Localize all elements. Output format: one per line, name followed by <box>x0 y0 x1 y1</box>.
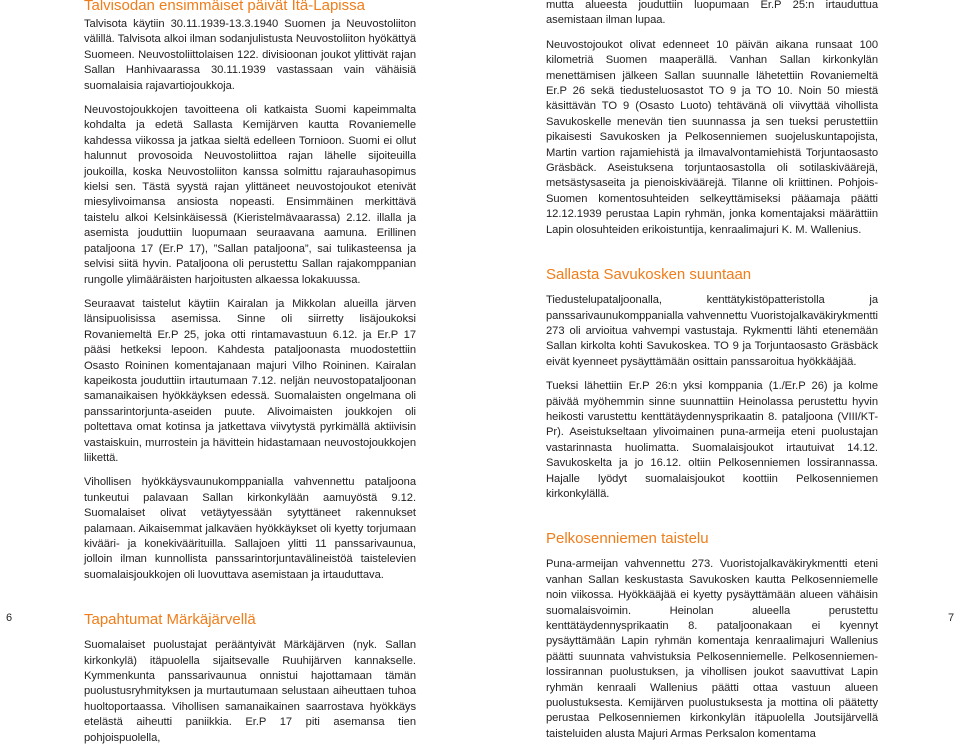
body-paragraph: Suomalaiset puolustajat perääntyivät Märkäjärven (nyk. Sallan kirkonkylä) itäpuolella sijaitsevalle Ruuhijärven kannakselle. Kymmenkunta panssarivaunua onnistui hajottamaan tämän puolustusryhmityksen ja murtautumaan selustaan aiheuttaen tuhoa huoltoportaassa. Vihollisen samanaikainen saarrostava hyökkäys etelästä aiheutti paniikkia. Er.P 17 piti asemansa tien pohjoispuolella, <box>84 639 416 744</box>
body-paragraph: Tueksi lähettiin Er.P 26:n yksi komppania (1./Er.P 26) ja kolme päivää myöhemmin sinne suunnattiin Heinolassa perustettu hyvin heikosti varustettu kenttätäydennysprikaatin 8. pataljoona (VIII/KT-Pr). Aseistukseltaan ylivoimainen puna-armeija eteni puolustajan vastarinnasta huolimatta. Suomalaisjoukot irtautuivat 14.12. Savukoskelta ja jo 16.12. oltiin Pelkosenniemen lossirannassa. Hajalle lyödyt suomalaisjoukot koottiin Pelkosenniemen kirkonkylällä. <box>546 380 878 500</box>
heading-winter-war-first-days: Talvisodan ensimmäiset päivät Itä-Lapissa <box>84 0 365 14</box>
right-page-column <box>546 0 878 742</box>
intro-paragraph: Talvisota käytiin 30.11.1939-13.3.1940 Suomen ja Neuvostoliiton välillä. Talvisota alkoi ilman sodanjulistusta Neuvostoliiton hyökättyä Suomeen. Neuvostoliittolaisen 122. divisioonan joukot ylittivät rajan Sallan Hanhivaarassa 30.11.1939 vastassaan vain vähäisiä suomalaisia rajavartiojoukkoja. <box>84 18 416 92</box>
body-paragraph: Vihollisen hyökkäysvaunukomppanialla vahvennettu pataljoona tunkeutui palavaan Sallan kirkonkylään aamuyöstä 9.12. Suomalaiset olivat vetäytyessään sytyttäneet rakennukset palamaan. Aikaisemmat jalkaväen hyökkäykset oli kyetty torjumaan kivääri- ja konekiväärituilla. Sallajoen ylitti 11 panssarivaunua, jolloin ilman kunnollista panssarintorjuntavälineistöä taistelevien suomalaisjoukkojen oli luovuttava asemistaan ja irtauduttava. <box>84 476 416 581</box>
body-paragraph: Neuvostojoukot olivat edenneet 10 päivän aikana runsaat 100 kilometriä Suomen maaperällä. Vanhan Sallan kirkonkylän menettämisen jälkeen Sallan suunnalle lähetettiin Rovaniemeltä Er.P 26 sekä tiedusteluosastot TO 9 ja TO 10. Noin 50 miestä käsittävän TO 9 (Osasto Luoto) tehtävänä oli viivyttää vihollista Savukoskelle menevän tien suunnassa ja sen tueksi perustettiin pikaisesti Savukosken ja Pelkosenniemen suojeluskuntapojista, Martin vartion rajamiehistä ja ilmavalvontamiehistä Torjuntaosasto Gräsbäck. Aseistuksena torjuntaosastolla oli sotilaskiväärejä, metsästysaseita ja pienoiskiväärejä. Tilanne oli kriittinen. Pohjois-Suomen komentosuhteiden selkeyttämiseksi pääamaja päätti 12.12.1939 perustaa Lapin ryhmän, jonka komentajaksi määrättiin Lapin olosuhteiden erikoistuntija, kenraalimajuri K. M. Wallenius. <box>546 38 878 236</box>
body-paragraph: Neuvostojoukkojen tavoitteena oli katkaista Suomi kapeimmalta kohdalta ja edetä Sallasta Kemijärven kautta Rovaniemelle kahdessa viikossa ja jatkaa sieltä edelleen Tornioon. Suomi ei ollut halunnut provosoida Neuvostoliittoa rajan lähelle sijoiteuilla joukoilla, koska Neuvostoliiton kanssa solmittu rajarauhasopimus kielsi sen. Tästä syystä rajan ylittäneet neuvostojoukot etenivät miesylivoimansa ansiosta nopeasti. Ensimmäinen merkittävä taistelu alkoi Kelsinkäisessä (Kieristelmävaarassa) 2.12. illalla ja asemista jouduttiin luopumaan seuraavana aamuna. Erillinen pataljoona 17 (Er.P 17), ”Sallan pataljoona”, sai tulikasteensa ja selvisi siitä hyvin. Pataljoona oli perustettu Sallan rajakomppanian rungolle ylimääräisten harjoitusten alkaessa lokakuussa. <box>84 104 416 286</box>
body-paragraph: mutta alueesta jouduttiin luopumaan Er.P 25:n irtauduttua asemistaan ilman lupaa. <box>546 0 878 27</box>
body-paragraph: Tiedustelupataljoonalla, kenttätykistöpatteristolla ja panssarivaunukomppanialla vahvennettu Vuoristojalkaväkirykmentti 273 oli arvioitua vahvempi vastustaja. Rykmentti lähti etenemään Sallan kirkolta kohti Savukoskea. TO 9 ja Torjuntaosasto Gräsbäck eivät kyenneet pysäyttämään osittain panssaroitua hyökkääjää. <box>546 294 878 368</box>
page-number-left: 6 <box>6 612 13 624</box>
heading-pelkosenniemi-battle: Pelkosenniemen taistelu <box>546 530 709 548</box>
page-number-right: 7 <box>948 612 955 624</box>
left-page-column <box>84 0 416 746</box>
body-paragraph: Seuraavat taistelut käytiin Kairalan ja Mikkolan alueilla järven länsipuolisissa asemissa. Sinne oli siirretty lisäjoukoksi Rovaniemeltä Er.P 25, joka otti rintamavastuun 6.12. ja Er.P 17 pääsi hetkeksi lepoon. Kahdesta pataljoonasta muodostettiin Osasto Roininen komentajanaan majuri Vilho Roininen. Kairalan kapeikosta jouduttiin irtautumaan 7.12. neljän neuvostopataljoonan samanaikaisen hyökkäyksen edessä. Suomalaisten ongelmana oli panssarintorjunta-aseiden puute. Alivoimaisten joukkojen oli poltettava omat kotinsa ja jatkettava viivytystä pyrkimällä aktiivisin vastaiskuin, murrostein ja hävittein hidastamaan neuvostojoukkojen liikettä. <box>84 297 416 464</box>
body-paragraph: Puna-armeijan vahvennettu 273. Vuoristojalkaväkirykmentti eteni vanhan Sallan keskustasta Savukosken kautta Pelkosenniemelle noin viikossa. Hyökkääjää ei kyetty pysäyttämään alueen vähäisin suomalaisvoimin. Heinolan alueella perustettu kenttätäydennysprikaatin 8. pataljoonakaan ei kyennyt pysäyttämään Lapin ryhmän komentaja kenraalimajuri Wallenius päätti suunnata vahvistuksia Pelkosenniemelle. Pelkosenniemen-lossirannan puolustuksen, ja vihollisen joukot saavuttivat Lapin ryhmän kenraali Wallenius päätti ottaa vastuun alueen puolustuksesta. Kemijärven puolustuksesta ja mottina oli päätetty perustaa Pelkosenniemen kirkonkylän itäpuolella Joutsijärvellä taisteluiden alusta Majuri Armas Perksalon komentama <box>546 558 878 740</box>
heading-markajarvi-events: Tapahtumat Märkäjärvellä <box>84 611 256 629</box>
heading-salla-to-savukoski: Sallasta Savukosken suuntaan <box>546 266 752 284</box>
